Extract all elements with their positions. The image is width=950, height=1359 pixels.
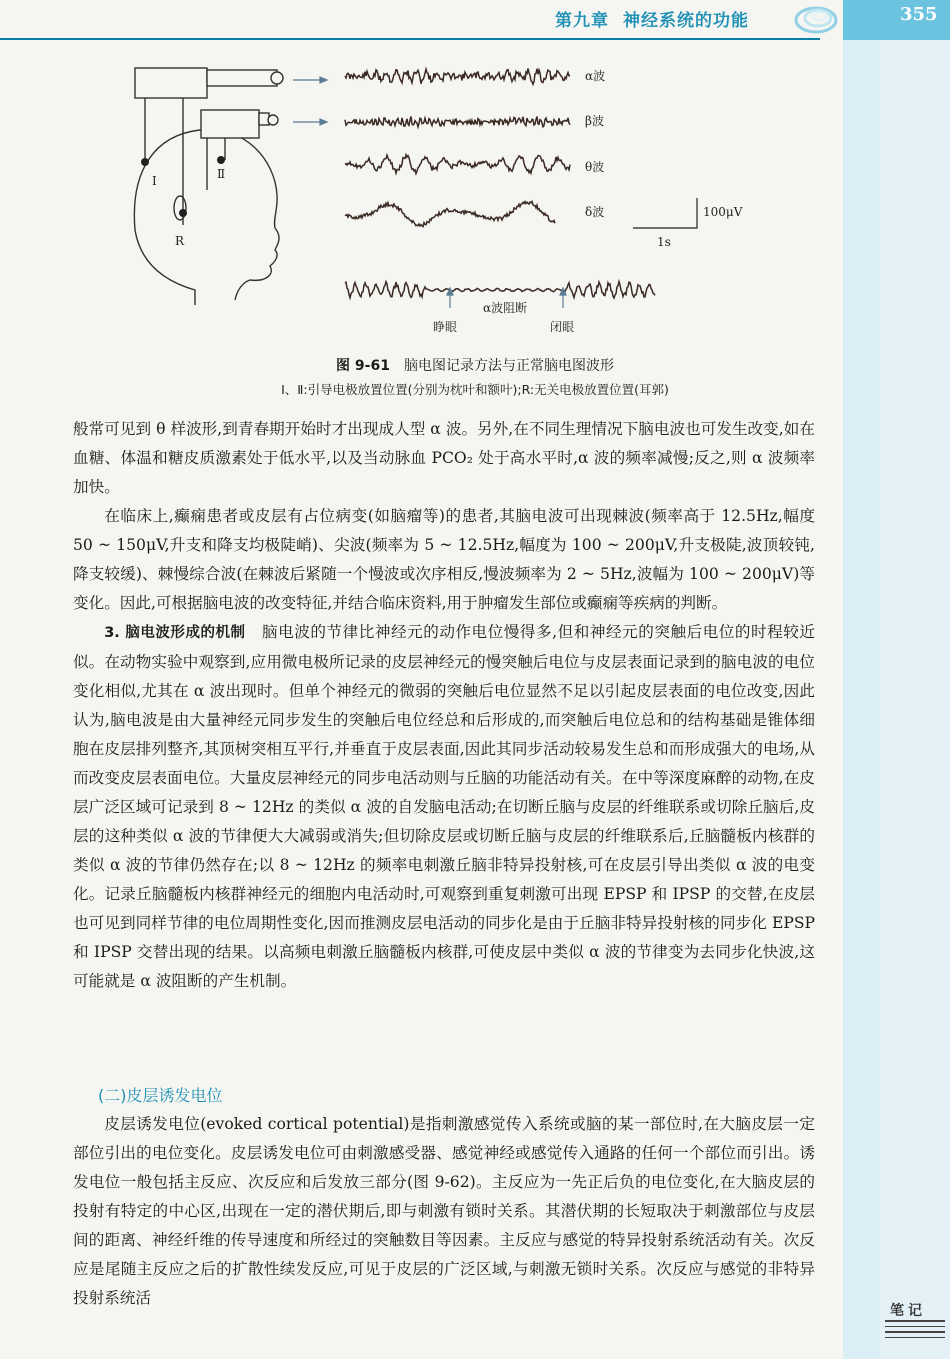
eyes-closed-label: 闭眼 bbox=[550, 320, 575, 334]
electrode-2-label: Ⅱ bbox=[217, 167, 226, 181]
notes-lines bbox=[885, 1320, 945, 1342]
section-heading: (二)皮层诱发电位 bbox=[98, 1086, 223, 1105]
electrode-2 bbox=[217, 156, 225, 164]
side-margin-inner bbox=[880, 40, 950, 1359]
subheading-eeg-mechanism: 3. 脑电波形成的机制 bbox=[104, 625, 246, 641]
term-evoked-potential: 皮层诱发电位(evoked cortical potential) bbox=[104, 1115, 410, 1133]
figure-number: 图 9-61 bbox=[336, 358, 390, 374]
paragraph-4-text: 是指刺激感觉传入系统或脑的某一部位时,在大脑皮层一定部位引出的电位变化。皮层诱发电位可由刺激感受器、感觉神经或感觉传入通路的任何一个部位而引出。诱发电位一般包括主反应、次反应和后发放三部分(图 9-62)。主反应为一先正后负的电位变化,在大脑皮层的投射有特定的中心区,出现在一定的潜伏期后,即与刺激有锁时关系。其潜伏期的长短取决于刺激部位与皮层间的距离、神经纤维的传导速度和所经过的突触数目等因素。主反应与感觉的特异投射系统活动有关。次反应是尾随主反应之后的扩散性续发反应,可见于皮层的广泛区域,与刺激无锁时关系。次反应与感觉的非特异投射系统活 bbox=[73, 1115, 815, 1307]
figure-caption bbox=[0, 355, 950, 375]
wave-label-delta: δ波 bbox=[585, 205, 605, 219]
arrow-head-eyes-closed bbox=[560, 288, 566, 295]
electrode-1-label: I bbox=[152, 174, 157, 188]
body-text-block-1 bbox=[73, 415, 815, 996]
notes-label: 笔记 bbox=[890, 1303, 926, 1319]
figure-note: Ⅰ、Ⅱ:引导电极放置位置(分别为枕叶和额叶);R:无关电极放置位置(耳郭) bbox=[281, 382, 669, 397]
paragraph-3 bbox=[73, 618, 815, 996]
wave-label-alpha: α波 bbox=[585, 69, 606, 83]
arrow-head-beta bbox=[320, 119, 327, 125]
theta-wave bbox=[345, 155, 570, 174]
page-number: 355 bbox=[900, 4, 938, 25]
alpha-wave bbox=[345, 68, 570, 84]
arrow-head-alpha bbox=[320, 77, 327, 83]
scale-bar bbox=[633, 198, 697, 228]
body-text-block-2 bbox=[73, 1110, 815, 1313]
alpha-block-label: α波阻断 bbox=[483, 301, 528, 315]
electrode-r bbox=[179, 209, 187, 217]
alpha-block-wave bbox=[345, 282, 655, 298]
beta-wave bbox=[345, 117, 570, 127]
paragraph-3-text: 脑电波的节律比神经元的动作电位慢得多,但和神经元的突触后电位的时程较近似。在动物实验中观察到,应用微电极所记录的皮层神经元的慢突触后电位与皮层表面记录到的脑电波的电位变化相似,尤其在 α 波出现时。但单个神经元的微弱的突触后电位显然不足以引起皮层表面的电位改变,因此认为,脑电波是由大量神经元同步发生的突触后电位经总和后形成的,而突触后电位总和的结构基础是锥体细胞在皮层排列整齐,其顶树突相互平行,并垂直于皮层表面,因此其同步活动较易发生总和而形成强大的电场,从而改变皮层表面电位。大量皮层神经元的同步电活动则与丘脑的功能活动有关。在中等深度麻醉的动物,在皮层广泛区域可记录到 8 ~ 12Hz 的类似 α 波的自发脑电活动;在切断丘脑与皮层的纤维联系或切除丘脑后,皮层的这种类似 α 波的节律便大大减弱或消失;但切除皮层或切断丘脑与皮层的纤维联系后,丘脑髓板内核群的类似 α 波的节律仍然存在;以 8 ~ 12Hz 的频率电刺激丘脑非特异投射核,可在皮层引导出类似 α 波的电变化。记录丘脑髓板内核群神经元的细胞内电活动时,可观察到重复刺激可出现 EPSP 和 IPSP 的交替,在皮层也可见到同样节律的电位周期性变化,因而推测皮层电活动的同步化是由于丘脑非特异投射核的同步化 EPSP 和 IPSP 交替出现的结果。以高频电刺激丘脑髓板内核群,可使皮层中类似 α 波的节律变为去同步化快波,这可能就是 α 波阻断的产生机制。 bbox=[73, 623, 815, 990]
chapter-number: 第九章 bbox=[555, 11, 609, 31]
eeg-figure bbox=[125, 50, 785, 350]
chapter-title bbox=[555, 6, 763, 31]
eyes-open-label: 睁眼 bbox=[433, 320, 458, 334]
wave-traces bbox=[345, 68, 655, 298]
page-header bbox=[0, 0, 950, 40]
paragraph-1: 般常可见到 θ 样波形,到青春期开始时才出现成人型 α 波。另外,在不同生理情况下脑电波也可发生改变,如在血糖、体温和糖皮质激素处于低水平,以及当动脉血 PCO₂ 处于高水平时,α 波的频率减慢;反之,则 α 波频率加快。 bbox=[73, 420, 815, 496]
electrode-r-label: R bbox=[175, 234, 185, 248]
swirl-logo-icon bbox=[792, 0, 840, 40]
figure-title: 脑电图记录方法与正常脑电图波形 bbox=[403, 358, 614, 374]
wave-label-theta: θ波 bbox=[585, 160, 605, 174]
scale-time-label: 1s bbox=[657, 235, 671, 249]
chapter-name: 神经系统的功能 bbox=[623, 11, 749, 31]
electrode-1 bbox=[141, 158, 149, 166]
paragraph-2: 在临床上,癫痫患者或皮层有占位病变(如脑瘤等)的患者,其脑电波可出现棘波(频率高于 12.5Hz,幅度 50 ~ 150μV,升支和降支均极陡峭)、尖波(频率为 5 ~ 12.5Hz,幅度为 100 ~ 200μV,升支极陡,波顶较钝,降支较缓)、棘慢综合波(在棘波后紧随一个慢波或次序相反,慢波频率为 2 ~ 5Hz,波幅为 100 ~ 200μV)等变化。因此,可根据脑电波的改变特征,并结合临床资料,用于肿瘤发生部位或癫痫等疾病的判断。 bbox=[73, 507, 815, 612]
delta-wave bbox=[345, 202, 555, 227]
wave-label-beta: β波 bbox=[585, 114, 604, 128]
paragraph-4 bbox=[73, 1110, 815, 1313]
header-rule bbox=[0, 38, 820, 40]
scale-voltage-label: 100μV bbox=[703, 205, 743, 219]
